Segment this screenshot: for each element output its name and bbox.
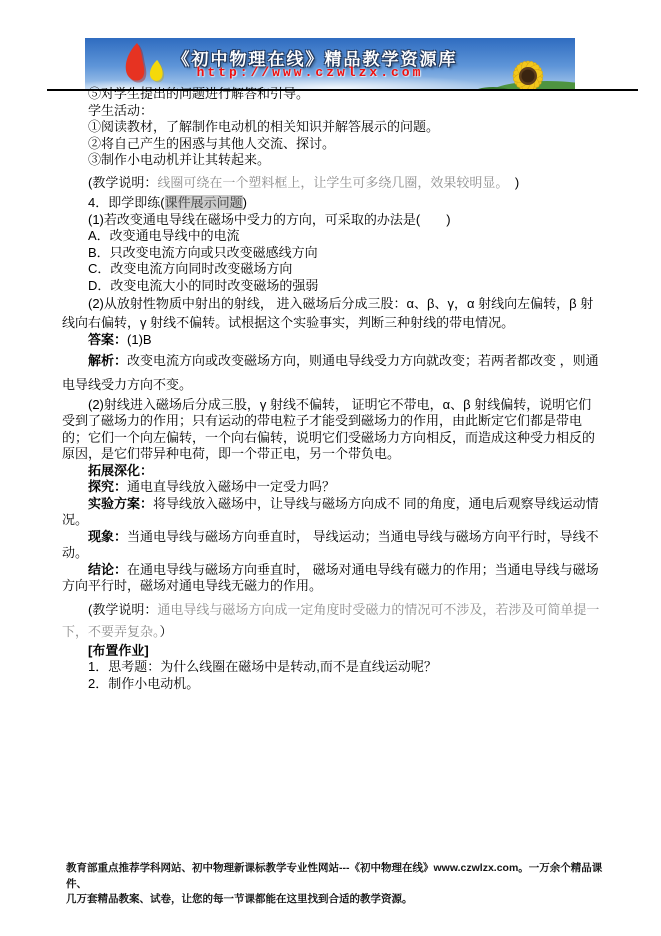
text-segment: 2．制作小电动机。 (88, 675, 200, 691)
text-segment: 改变电流方向或改变磁场方向，则通电导线受力方向就改变；若两者都改变 ，则通电导线受力方向不变。 (62, 352, 599, 392)
text-segment: ) (501, 174, 520, 190)
text-segment: 通电导线与磁场方向成一定角度时受磁力的情况可不涉及，若涉及可简单提一下，不要弄复杂。 (62, 601, 600, 639)
text-segment: 拓展深化： (88, 462, 154, 478)
para-activity-3 (62, 152, 600, 169)
para-phenomenon (62, 529, 600, 562)
para-analysis-1 (62, 349, 600, 397)
footer-line: 几万套精品教案、试卷，让您的每一节课都能在这里找到合适的教学资源。 (66, 893, 413, 905)
text-segment: (教学说明： (88, 601, 158, 617)
para-step-5 (62, 86, 600, 103)
para-homework-heading (62, 643, 600, 660)
para-answer (62, 332, 600, 349)
para-option-b (62, 245, 600, 262)
text-segment: 将导线放入磁场中，让导线与磁场方向成不 同的角度，通电后观察导线运动情况。 (62, 495, 599, 527)
text-segment: (1)B (127, 332, 152, 347)
para-experiment-plan (62, 496, 600, 529)
text-segment: 4．即学即练( (88, 195, 165, 210)
text-segment: ③制作小电动机并让其转起来。 (88, 152, 271, 167)
text-segment: D．改变电流大小的同时改变磁场的强弱 (88, 277, 319, 293)
para-question-1 (62, 212, 600, 229)
para-homework-2 (62, 676, 600, 693)
text-segment: C．改变电流方向同时改变磁场方向 (88, 261, 293, 276)
para-conclusion (62, 562, 600, 595)
para-inquiry (62, 479, 600, 496)
para-option-d (62, 278, 600, 295)
text-segment: 结论： (88, 561, 128, 577)
text-segment: 在通电导线与磁场方向垂直时， 磁场对通电导线有磁力的作用；当通电导线与磁场方向平行时，磁场对通电导线无磁力的作用。 (62, 561, 599, 593)
text-segment: (2)从放射性物质中射出的射线， 进入磁场后分成三股：α、β、γ，α 射线向左偏转，β 射线向右偏转，γ 射线不偏转。试根据这个实验事实，判断三种射线的带电情况。 (62, 296, 594, 330)
text-segment: 1．思考题：为什么线圈在磁场中是转动,而不是直线运动呢？ (88, 659, 437, 674)
text-segment: 课件展示问题 (164, 195, 243, 210)
text-segment: ⑤对学生提出的问题进行解答和引导。 (88, 86, 310, 101)
text-segment: (教学说明： (88, 174, 158, 190)
header-banner (85, 38, 575, 89)
text-segment: 答案： (88, 332, 128, 347)
text-segment: 线圈可绕在一个塑料框上，让学生可多绕几圈，效果较明显。 (157, 174, 502, 190)
para-analysis-2 (62, 397, 600, 463)
text-segment: A．改变通电导线中的电流 (88, 228, 240, 243)
para-extension-heading (62, 463, 600, 480)
text-segment: 实验方案： (88, 495, 154, 511)
para-question-2 (62, 294, 600, 332)
text-segment: 探究： (88, 479, 128, 494)
text-segment: 通电直导线放入磁场中一定受力吗？ (127, 479, 336, 494)
text-segment: ） (159, 623, 173, 639)
page-footer (66, 861, 614, 908)
text-segment: (1)若改变通电导线在磁场中受力的方向，可采取的办法是( ) (88, 211, 451, 227)
para-student-activity (62, 103, 600, 120)
text-segment: 现象： (88, 528, 128, 544)
text-segment: [布置作业] (88, 642, 149, 658)
text-segment: ) (242, 195, 247, 210)
text-segment: (2)射线进入磁场后分成三股，γ 射线不偏转， 证明它不带电，α、β 射线偏转，说明它们受到了磁场力的作用；只有运动的带电粒子才能受到磁场力的作用，由此断定它们都是带电的；它们一个向左偏转，一个向右偏转，说明它们受磁场力方向相反，而造成这种受力相反的原因，是它们带异种电荷，即一个带正电，另一个带负电。 (62, 396, 596, 461)
footer-line: 教育部重点推荐学科网站、初中物理新课标教学专业性网站---《初中物理在线》www.czwlzx.com。一万余个精品课件、 (66, 862, 603, 890)
para-teaching-note-1 (62, 175, 600, 192)
text-segment: 解析： (88, 352, 128, 368)
para-option-c (62, 261, 600, 278)
para-teaching-note-2 (62, 599, 600, 643)
para-practice-heading (62, 195, 600, 212)
text-segment: B．只改变电流方向或只改变磁感线方向 (88, 244, 318, 260)
para-activity-2 (62, 136, 600, 153)
site-title: 《初中物理在线》精品教学资源库 (172, 50, 458, 69)
text-segment: 学生活动： (88, 102, 154, 118)
text-segment: ①阅读教材，了解制作电动机的相关知识并解答展示的问题。 (88, 119, 440, 134)
document-body (62, 86, 600, 692)
para-option-a (62, 228, 600, 245)
text-segment: ②将自己产生的困惑与其他人交流、探讨。 (88, 135, 336, 151)
site-url: http://www.czwlzx.com (196, 65, 424, 80)
para-homework-1 (62, 659, 600, 676)
para-activity-1 (62, 119, 600, 136)
text-segment: 当通电导线与磁场方向垂直时， 导线运动；当通电导线与磁场方向平行时，导线不动。 (62, 528, 599, 560)
